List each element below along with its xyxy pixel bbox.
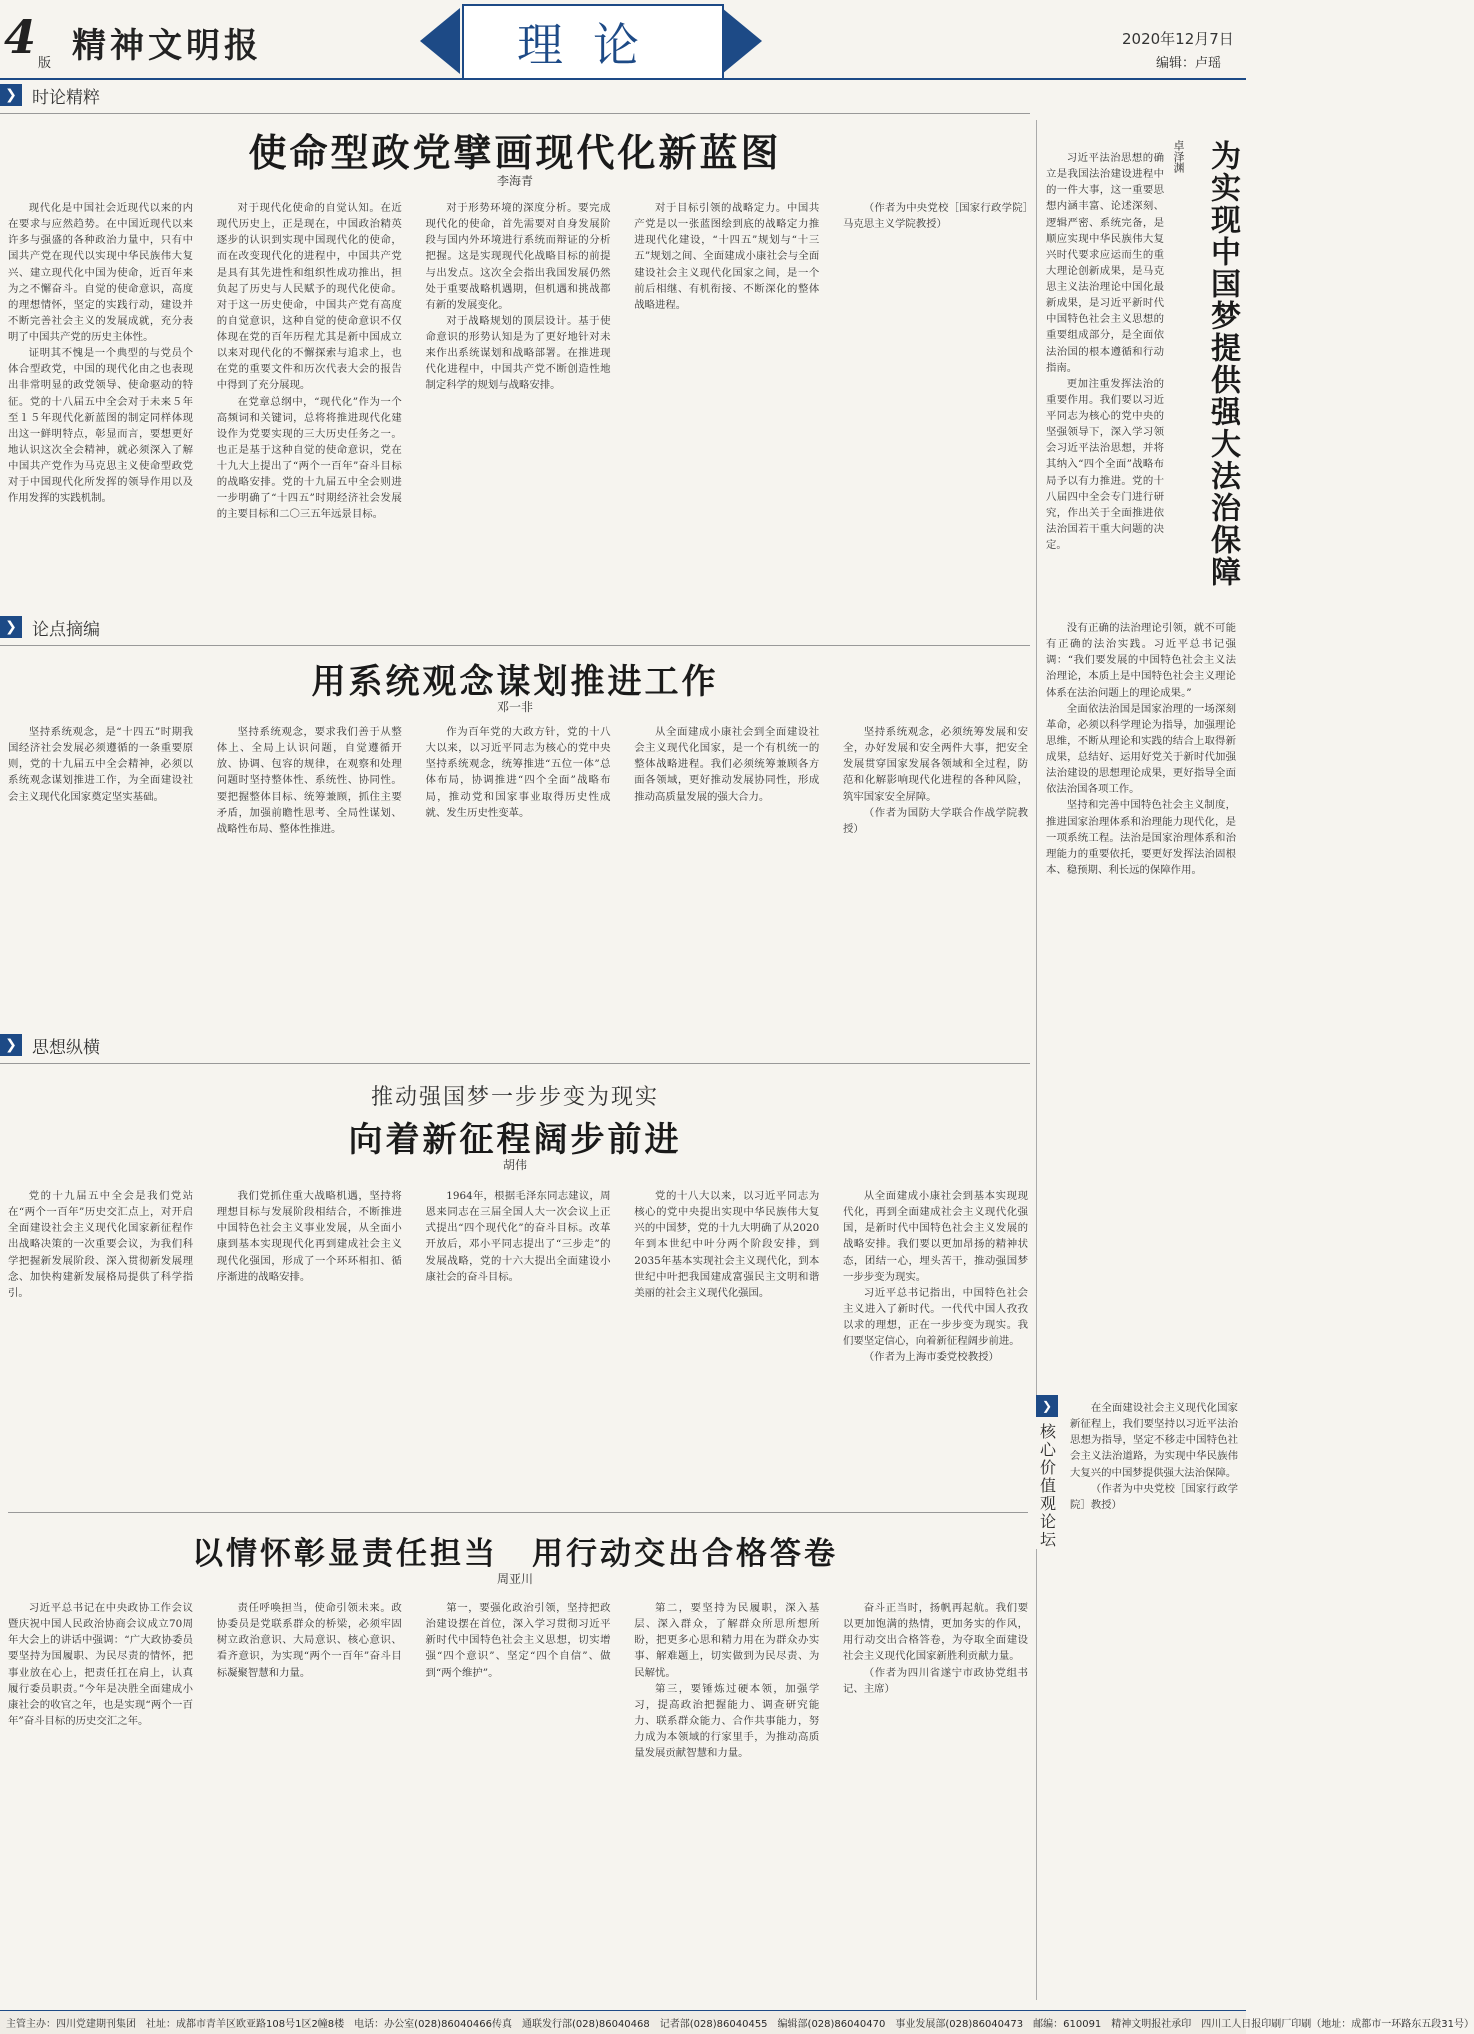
paragraph: 党的十九届五中全会是我们党站在“两个一百年”历史交汇点上，对开启全面建设社会主义现代化国家新征程作出战略决策的一次重要会议，为我们科学把握新发展阶段、深入贯彻新发展理念、加快构建新发展格局提供了科学指引。 <box>8 1190 193 1299</box>
article-3-author: 胡伟 <box>502 1158 527 1172</box>
sidebar-text-bottom <box>1070 1400 1238 2000</box>
paragraph: 没有正确的法治理论引领，就不可能有正确的法治实践。习近平总书记强调：“我们要发展的中国特色社会主义法治理论，本质上是中国特色社会主义理论体系在法治问题上的理论成果。” <box>1046 622 1236 699</box>
arrow-left-icon <box>420 8 460 74</box>
section-title: 理论 <box>462 4 724 80</box>
issue-date: 2020年12月7日 <box>1122 30 1234 48</box>
paragraph: 党的十八大以来，以习近平同志为核心的党中央提出实现中华民族伟大复兴的中国梦，党的十九大明确了从2020年到本世纪中叶分两个阶段安排，到2035年基本实现社会主义现代化，到本世纪中叶把我国建成富强民主文明和谐美丽的社会主义现代化强国。 <box>634 1190 820 1299</box>
article-4-col-4 <box>634 1600 819 2000</box>
article-2-title: 用系统观念谋划推进工作 <box>311 662 719 702</box>
article-1-body <box>8 200 1028 620</box>
paragraph: 1964年，根据毛泽东同志建议，周恩来同志在三届全国人大一次会议上正式提出“四个现代化”的奋斗目标。改革开放后，邓小平同志提出了“三步走”的发展战略，党的十六大提出全面建设小康社会的奋斗目标。 <box>425 1190 611 1283</box>
article-2-body <box>8 724 1028 1034</box>
article-signature: （作者为四川省遂宁市政协党组书记、主席） <box>843 1666 1028 1695</box>
article-3-title: 向着新征程阔步前进 <box>348 1120 682 1160</box>
paragraph: 习近平法治思想的确立是我国法治建设进程中的一件大事，这一重要思想内涵丰富、论述深刻、逻辑严密、系统完备，是顺应实现中华民族伟大复兴时代要求应运而生的重大理论创新成果，是马克思主义法治理论中国化最新成果，是习近平新时代中国特色社会主义思想的重要组成部分，是全面依法治国的根本遵循和行动指南。 <box>1046 152 1164 374</box>
article-4-title: 以情怀彰显责任担当 用行动交出合格答卷 <box>192 1536 838 1572</box>
sidebar-vertical-label <box>1032 1395 1062 1549</box>
article-2-author: 邓一非 <box>496 700 533 714</box>
paragraph: 在全面建设社会主义现代化国家新征程上，我们要坚持以习近平法治思想为指导，坚定不移走中国特色社会主义法治道路，为实现中华民族伟大复兴的中国梦提供强大法治保障。 <box>1070 1402 1238 1479</box>
chevron-right-icon: ❯ <box>0 616 22 638</box>
sidebar-divider <box>1036 120 1037 2000</box>
paragraph: 在党章总纲中，“现代化”作为一个高频词和关键词，总将将推进现代化建设作为党要实现的三大历史任务之一。也正是基于这种自觉的使命意识，党在十九大上提出了“两个一百年”奋斗目标的战略安排。党的十九届五中全会则进一步明确了“十四五”时期经济社会发展的主要目标和二〇三五年远景目标。 <box>216 395 402 521</box>
article-4-col-3 <box>426 1600 611 2000</box>
paragraph: 坚持系统观念，要求我们善于从整体上、全局上认识问题，自觉遵循开放、协调、包容的规律，在观察和处理问题时坚持整体性、系统性、协同性。要把握整体目标、统筹兼顾，抓住主要矛盾，加强前瞻性思考、全局性谋划、战略性布局、整体性推进。 <box>216 726 402 835</box>
paragraph: 责任呼唤担当，使命引领未来。政协委员是党联系群众的桥梁，必须牢固树立政治意识、大局意识、核心意识、看齐意识，为实现“两个一百年”奋斗目标凝聚智慧和力量。 <box>216 1602 402 1679</box>
paragraph: 我们党抓住重大战略机遇，坚持将理想目标与发展阶段相结合，不断推进中国特色社会主义事业发展，从全面小康到基本实现现代化再到建成社会主义现代化强国，形成了一个环环相扣、循序渐进的战略安排。 <box>216 1190 402 1283</box>
article-1-col-1 <box>8 200 193 620</box>
paragraph: 第一，要强化政治引领，坚持把政治建设摆在首位，深入学习贯彻习近平新时代中国特色社会主义思想，切实增强“四个意识”、坚定“四个自信”、做到“两个维护”。 <box>425 1602 611 1679</box>
paragraph: 习近平总书记在中央政协工作会议暨庆祝中国人民政治协商会议成立70周年大会上的讲话中强调：“广大政协委员要坚持为国履职、为民尽责的情怀，把事业放在心上，把责任扛在肩上，认真履行委员职责。”今年是决胜全面建成小康社会的收官之年，也是实现“两个一百年”奋斗目标的历史交汇之年。 <box>8 1602 193 1727</box>
article-3-col-2 <box>217 1188 402 1518</box>
chevron-down-icon: ❯ <box>1036 1395 1058 1417</box>
column-label-text: 论点摘编 <box>32 619 100 640</box>
article-4-col-2 <box>217 1600 402 2000</box>
vertical-label-text: 核心价值观论坛 <box>1037 1423 1057 1549</box>
footer-imprint: 主管主办：四川党建期刊集团 社址：成都市青羊区欧亚路108号1区2幢8楼 电话：办公室(028)86040466传真 通联发行部(028)86040468 记者部(028)86040455 编辑部(028)86040470 事业发展部(028)86040473 邮编：610091 精神文明报社承印 四川工人日报印刷厂印刷（地址：成都市一环路东五段31号） <box>0 2010 1246 2034</box>
sidebar-text-top <box>1046 150 1164 610</box>
column-label-text: 思想纵横 <box>32 1037 100 1058</box>
paper-name: 精神文明报 <box>72 26 262 66</box>
paragraph: 坚持和完善中国特色社会主义制度，推进国家治理体系和治理能力现代化，是一项系统工程。法治是国家治理体系和治理能力的重要依托，要更好发挥法治固根本、稳预期、利长远的保障作用。 <box>1046 799 1236 876</box>
article-signature: （作者为中央党校［国家行政学院］教授） <box>1070 1482 1238 1511</box>
article-3-col-1 <box>8 1188 193 1518</box>
editor-credit: 编辑：卢瑶 <box>1156 56 1222 71</box>
column-label-sixiang <box>0 1030 1030 1060</box>
article-3-col-3 <box>426 1188 611 1518</box>
paragraph: 作为百年党的大政方针，党的十八大以来，以习近平同志为核心的党中央坚持系统观念，统筹推进“五位一体”总体布局，协调推进“四个全面”战略布局，推动党和国家事业取得历史性成就、发生历史性变革。 <box>425 726 611 819</box>
paragraph: 第二，要坚持为民履职，深入基层、深入群众，了解群众所思所想所盼，把更多心思和精力用在为群众办实事、解难题上，切实做到为民尽责、为民解忧。 <box>634 1602 820 1679</box>
article-1-col-3 <box>426 200 611 620</box>
label-rule <box>0 113 1030 114</box>
article-3-col-5 <box>843 1188 1028 1518</box>
paragraph: 奋斗正当时，扬帆再起航。我们要以更加饱满的热情，更加务实的作风，用行动交出合格答卷，为夺取全面建设社会主义现代化国家新胜利贡献力量。 <box>843 1602 1028 1663</box>
section-divider <box>8 1512 1028 1513</box>
article-1-title: 使命型政党擘画现代化新蓝图 <box>248 130 782 175</box>
paragraph: 证明其不愧是一个典型的与党员个体合型政党，中国的现代化由之也表现出非常明显的政党领导、使命驱动的特征。党的十八届五中全会对于未来５年至１５年现代化新蓝图的制定同样体现出这一鲜明特点，彰显而言，要想更好地认识这次全会精神，就必须深入了解中国共产党作为马克思主义使命型政党对于中国现代化所发挥的领导作用以及作用发挥的实践机制。 <box>8 347 193 505</box>
paragraph: 从全面建成小康社会到全面建设社会主义现代化国家，是一个有机统一的整体战略进程。我们必须统筹兼顾各方面各领域，更好推动发展协同性，形成推动高质量发展的强大合力。 <box>634 726 820 803</box>
article-4-col-5 <box>843 1600 1028 2000</box>
article-4-author: 周亚川 <box>496 1572 533 1586</box>
article-3-body <box>8 1188 1028 1518</box>
paragraph: 坚持系统观念，必须统筹发展和安全，办好发展和安全两件大事，把安全发展贯穿国家发展各领域和全过程，防范和化解影响现代化进程的各种风险，筑牢国家安全屏障。 <box>843 726 1028 803</box>
sidebar-text-middle <box>1046 620 1236 1380</box>
arrow-right-icon <box>722 8 762 74</box>
paragraph: 对于形势环境的深度分析。要完成现代化的使命，首先需要对自身发展阶段与国内外环境进行系统而辩证的分析把握。这是实现现代化战略目标的前提与出发点。这次全会指出我国发展仍然处于重要战略机遇期，但机遇和挑战都有新的发展变化。 <box>425 202 611 311</box>
paragraph: 第三，要锤炼过硬本领，加强学习，提高政治把握能力、调查研究能力、联系群众能力、合作共事能力，努力成为本领域的行家里手，为推动高质量发展贡献智慧和力量。 <box>634 1682 820 1760</box>
paragraph: 坚持系统观念，是“十四五”时期我国经济社会发展必须遵循的一条重要原则，党的十九届五中全会精神，必须以系统观念谋划推进工作，为全面建设社会主义现代化国家奠定坚实基础。 <box>8 726 193 803</box>
paragraph: 从全面建成小康社会到基本实现现代化，再到全面建成社会主义现代化强国，是新时代中国特色社会主义发展的战略安排。我们要以更加昂扬的精神状态，团结一心，埋头苦干，推动强国梦一步步变为现实。 <box>843 1190 1028 1283</box>
page-number: 4 <box>4 10 37 64</box>
chevron-right-icon: ❯ <box>0 1034 22 1056</box>
paragraph: 对于战略规划的顶层设计。基于使命意识的形势认知是为了更好地针对未来作出系统谋划和战略部署。在推进现代化进程中，中国共产党不断创造性地制定科学的规划与战略安排。 <box>425 314 611 392</box>
sidebar-author: 卓泽渊 <box>1172 140 1185 173</box>
article-2-col-1 <box>8 724 193 1034</box>
article-2-col-5 <box>843 724 1028 1034</box>
article-2-col-4 <box>634 724 819 1034</box>
article-1-col-2 <box>217 200 402 620</box>
article-3-col-4 <box>634 1188 819 1518</box>
article-3-kicker: 推动强国梦一步步变为现实 <box>370 1085 659 1110</box>
paragraph: 习近平总书记指出，中国特色社会主义进入了新时代。一代代中国人孜孜以求的理想，正在一步步变为现实。我们要坚定信心，向着新征程阔步前进。 <box>843 1286 1028 1348</box>
article-4-col-1 <box>8 1600 193 2000</box>
column-label-text: 时论精粹 <box>32 87 100 108</box>
column-label-shilun <box>0 80 1030 110</box>
article-1-col-4 <box>634 200 819 620</box>
article-signature: （作者为国防大学联合作战学院教授） <box>843 806 1028 835</box>
paragraph: 对于现代化使命的自觉认知。在近现代历史上，正是现在，中国政治精英逐步的认识到实现中国现代化的使命，而在改变现代化的进程中，中国共产党是具有其先进性和组织性成功推出，担负起了历史与人民赋予的现代化使命。对于这一历史使命，中国共产党有高度的自觉意识，这种自觉的使命意识不仅体现在党的百年历程尤其是新中国成立以来对现代化的不懈探索与追求上，也在党的重要文件和历次代表大会的报告中得到了充分展现。 <box>216 202 402 392</box>
article-2-col-3 <box>426 724 611 1034</box>
article-signature: （作者为上海市委党校教授） <box>863 1351 999 1364</box>
paragraph: 对于目标引领的战略定力。中国共产党是以一张蓝图绘到底的战略定力推进现代化建设，“十四五”规划与“十三五”规划之间、全面建成小康社会与全面建设社会主义现代化国家之间，是一个前后相继、有机衔接、不断深化的整体战略进程。 <box>634 202 820 311</box>
paragraph: 现代化是中国社会近现代以来的内在要求与应然趋势。在中国近现代以来许多与强盛的各种政治力量中，只有中国共产党在现代以实现中华民族伟大复兴、建立现代化中国为使命，近百年来为之不懈奋斗。自觉的使命意识，高度的理想情怀，坚定的实践行动，建设并不断完善社会主义的发展成就，充分表明了中国共产党的历史主体性。 <box>8 202 193 343</box>
sidebar-title: 为实现中国梦提供强大法治保障 <box>1205 140 1240 588</box>
article-1-col-5 <box>843 200 1028 620</box>
article-4-body <box>8 1600 1028 2000</box>
label-rule <box>0 645 1030 646</box>
page-number-suffix: 版 <box>38 56 52 71</box>
paragraph: 更加注重发挥法治的重要作用。我们要以习近平同志为核心的党中央的坚强领导下，深入学习领会习近平法治思想，并将其纳入“四个全面”战略布局予以有力推进。党的十八届四中全会专门进行研究，作出关于全面推进依法治国若干重大问题的决定。 <box>1046 377 1164 551</box>
label-rule <box>0 1063 1030 1064</box>
column-label-lundian <box>0 612 1030 642</box>
paragraph: 全面依法治国是国家治理的一场深刻革命，必须以科学理论为指导，加强理论思维，不断从理论和实践的结合上取得新成果，总结好、运用好党关于新时代加强法治建设的思想理论成果，更好指导全面依法治国各项工作。 <box>1046 702 1236 796</box>
article-1-author: 李海青 <box>496 174 533 188</box>
article-2-col-2 <box>217 724 402 1034</box>
article-signature: （作者为中央党校［国家行政学院］马克思主义学院教授） <box>843 202 1028 231</box>
chevron-right-icon: ❯ <box>0 84 22 106</box>
